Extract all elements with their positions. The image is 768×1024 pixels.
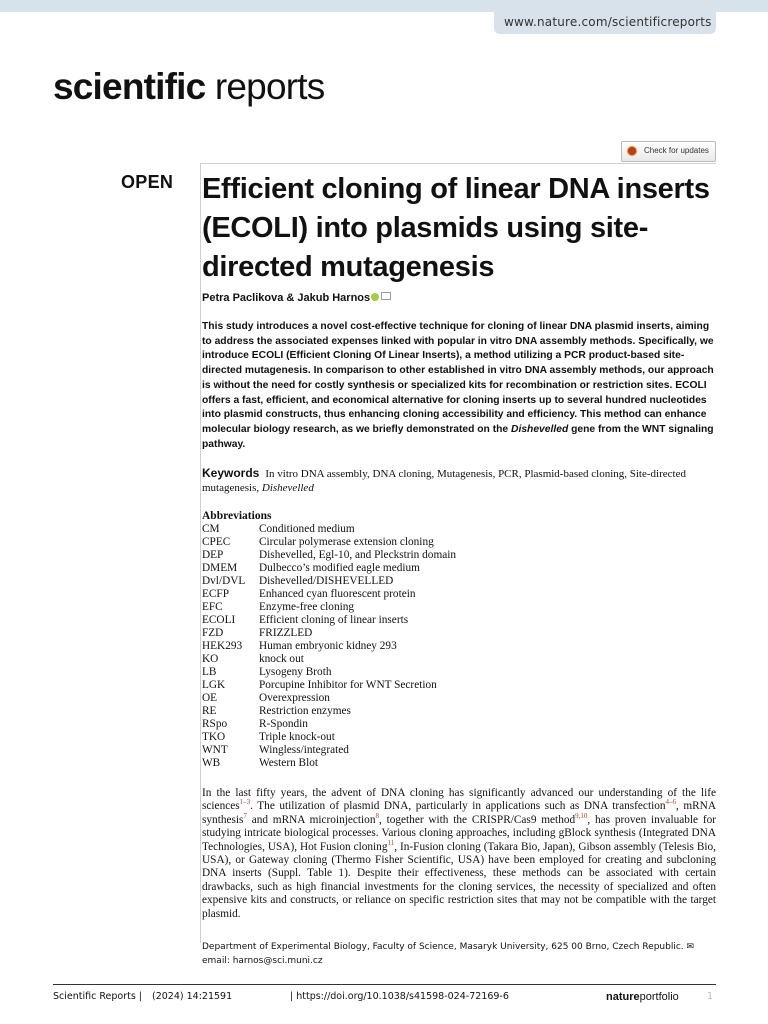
citation-ref[interactable]: 1–3 xyxy=(239,798,251,807)
abbreviation-term: HEK293 xyxy=(202,640,243,652)
abbreviation-term: CPEC xyxy=(202,536,231,548)
abbreviations-list xyxy=(202,523,702,770)
abbreviation-row xyxy=(202,666,702,679)
abbreviation-term: CM xyxy=(202,523,220,535)
abbreviation-row xyxy=(202,653,702,666)
page-number: 1 xyxy=(707,991,714,1002)
check-for-updates-label: Check for updates xyxy=(644,146,709,155)
footer-volume: (2024) 14:21591 xyxy=(152,991,233,1002)
journal-url[interactable]: www.nature.com/scientificreports xyxy=(504,15,712,29)
abbreviation-row xyxy=(202,640,702,653)
abstract xyxy=(202,320,716,452)
abbreviation-term: WNT xyxy=(202,744,228,756)
content-divider-horizontal xyxy=(200,163,716,164)
abbreviation-definition: Porcupine Inhibitor for WNT Secretion xyxy=(259,679,437,691)
abbreviation-term: FZD xyxy=(202,627,224,639)
orcid-icon[interactable] xyxy=(371,293,379,301)
open-access-label: OPEN xyxy=(121,172,174,192)
abbreviation-row xyxy=(202,718,702,731)
abbreviation-definition: Conditioned medium xyxy=(259,523,355,535)
keywords-italic: Dishevelled xyxy=(261,482,314,494)
crossmark-icon xyxy=(627,146,637,156)
abbreviation-definition: Enzyme-free cloning xyxy=(259,601,355,613)
logo-bold-text: scientific xyxy=(53,66,206,107)
journal-logo xyxy=(53,66,324,108)
abbreviation-row xyxy=(202,523,702,536)
abbreviation-term: LB xyxy=(202,666,217,678)
brand-bold: nature xyxy=(606,991,640,1003)
citation-ref[interactable]: 4–6 xyxy=(665,798,677,807)
abbreviation-definition: Restriction enzymes xyxy=(259,705,351,717)
body-text: , has proven invaluable for studying intricate biological processes. Various cloning approaches, including gBlock synthesis (Integrated DNA Technologies, USA), Hot Fusion cloning xyxy=(202,813,716,853)
abbreviation-definition: Dulbecco’s modified eagle medium xyxy=(259,562,420,574)
nature-portfolio-logo xyxy=(606,991,679,1003)
keywords-label: Keywords xyxy=(202,466,260,480)
abbreviation-term: RSpo xyxy=(202,718,228,730)
abbreviation-definition: knock out xyxy=(259,653,304,665)
abbreviation-term: KO xyxy=(202,653,219,665)
abbreviation-row xyxy=(202,705,702,718)
abbreviation-row xyxy=(202,575,702,588)
footer-doi-link[interactable]: | https://doi.org/10.1038/s41598-024-72169-6 xyxy=(290,991,509,1002)
abbreviation-row xyxy=(202,601,702,614)
content-divider-vertical xyxy=(200,163,201,943)
footer-rule xyxy=(53,984,716,985)
citation-ref[interactable]: 8 xyxy=(375,812,379,821)
abbreviation-definition: Enhanced cyan fluorescent protein xyxy=(259,588,416,600)
body-text: , together with the CRISPR/Cas9 method xyxy=(378,813,576,826)
keywords xyxy=(202,466,716,495)
citation-ref[interactable]: 9,10 xyxy=(575,812,588,821)
body-text: In the last fifty years, the advent of DNA cloning has significantly advanced our understanding of the life sciences xyxy=(202,787,716,813)
abbreviation-term: EFC xyxy=(202,601,223,613)
abbreviation-definition: Western Blot xyxy=(259,757,319,769)
check-for-updates-button[interactable] xyxy=(621,141,716,162)
abbreviations-heading: Abbreviations xyxy=(202,510,272,522)
body-paragraph xyxy=(202,787,716,921)
body-text: . The utilization of plasmid DNA, particularly in applications such as DNA transfection xyxy=(250,800,666,813)
abbreviation-term: Dvl/DVL xyxy=(202,575,246,587)
email-icon[interactable] xyxy=(381,292,391,300)
abbreviation-definition: Triple knock-out xyxy=(259,731,335,743)
abbreviation-term: DEP xyxy=(202,549,224,561)
abbreviation-definition: Dishevelled, Egl-10, and Pleckstrin domain xyxy=(259,549,457,561)
abbreviation-definition: Lysogeny Broth xyxy=(259,666,332,678)
abbreviation-definition: Efficient cloning of linear inserts xyxy=(259,614,409,626)
abstract-text: This study introduces a novel cost-effective technique for cloning of linear DNA plasmid inserts, aiming to address the associated expenses linked with popular in vitro DNA assembly methods. Specifically, we introduce ECOLI (Efficient Cloning Of Linear Inserts), a method utilizing a PCR product-based site-directed mutagenesis. In comparison to other established in vitro DNA assembly methods, our approach is without the need for costly synthesis or specialized kits for recombination or restriction sites. ECOLI offers a fast, efficient, and economical alternative for cloning inserts up to several hundred nucleotides into plasmid constructs, thus enhancing cloning accessibility and efficiency. This method can enhance molecular biology research, as we briefly demonstrated on the xyxy=(202,321,714,435)
abbreviation-definition: Wingless/integrated xyxy=(259,744,349,756)
author-line xyxy=(202,292,391,304)
affiliation: Department of Experimental Biology, Faculty of Science, Masaryk University, 625 00 Brno, Czech Republic. ✉email: harnos@sci.muni.cz xyxy=(202,942,695,966)
abbreviation-row xyxy=(202,614,702,627)
abbreviation-definition: FRIZZLED xyxy=(259,627,313,639)
abbreviation-row xyxy=(202,562,702,575)
abbreviation-row xyxy=(202,744,702,757)
abbreviation-definition: Overexpression xyxy=(259,692,330,704)
abbreviation-term: ECFP xyxy=(202,588,230,600)
keywords-text: In vitro DNA assembly, DNA cloning, Mutagenesis, PCR, Plasmid-based cloning, Site-directed mutagenesis, xyxy=(202,468,686,494)
abbreviation-term: DMEM xyxy=(202,562,238,574)
body-text: , In-Fusion cloning (Takara Bio, Japan), Gibson assembly (Telesis Bio, USA), or Gateway cloning (Thermo Fisher Scientific, USA) have been employed for creating and subcloning DNA inserts (Suppl. Table 1). Despite their effectiveness, these methods can be associated with certain drawbacks, such as high financial investments for the cloning services, the necessity of specialized and often expensive kits and constructs, or reliance on specific restriction sites that may not be compatible with the target plasmid. xyxy=(202,840,716,920)
abbreviation-term: OE xyxy=(202,692,218,704)
abbreviation-term: TKO xyxy=(202,731,226,743)
footer-journal: Scientific Reports | xyxy=(53,991,143,1002)
abbreviation-row xyxy=(202,549,702,562)
abbreviation-definition: Human embryonic kidney 293 xyxy=(259,640,397,652)
abbreviation-row xyxy=(202,588,702,601)
abbreviation-term: WB xyxy=(202,757,221,769)
authors: Petra Paclikova & Jakub Harnos xyxy=(202,292,371,304)
article-title: Efficient cloning of linear DNA inserts (ECOLI) into plasmids using site-directed mutagenesis xyxy=(202,173,710,283)
abbreviation-definition: Dishevelled/DISHEVELLED xyxy=(259,575,394,587)
abbreviation-row xyxy=(202,679,702,692)
abbreviation-term: RE xyxy=(202,705,217,717)
abbreviation-definition: R-Spondin xyxy=(259,718,308,730)
abbreviation-row xyxy=(202,536,702,549)
abbreviation-term: LGK xyxy=(202,679,226,691)
abstract-end: gene from the WNT signaling pathway. xyxy=(202,423,714,450)
body-text: and mRNA microinjection xyxy=(246,813,376,826)
abbreviation-term: ECOLI xyxy=(202,614,236,626)
logo-regular-text: reports xyxy=(205,66,325,107)
abbreviation-row xyxy=(202,692,702,705)
brand-regular: portfolio xyxy=(639,991,679,1003)
citation-ref[interactable]: 11 xyxy=(387,838,395,847)
abbreviation-row xyxy=(202,627,702,640)
abbreviation-definition: Circular polymerase extension cloning xyxy=(259,536,434,548)
abstract-italic-gene: Dishevelled xyxy=(511,423,569,435)
citation-ref[interactable]: 7 xyxy=(243,812,247,821)
abbreviation-row xyxy=(202,731,702,744)
abbreviation-row xyxy=(202,757,702,770)
body-text: , mRNA synthesis xyxy=(202,800,716,826)
